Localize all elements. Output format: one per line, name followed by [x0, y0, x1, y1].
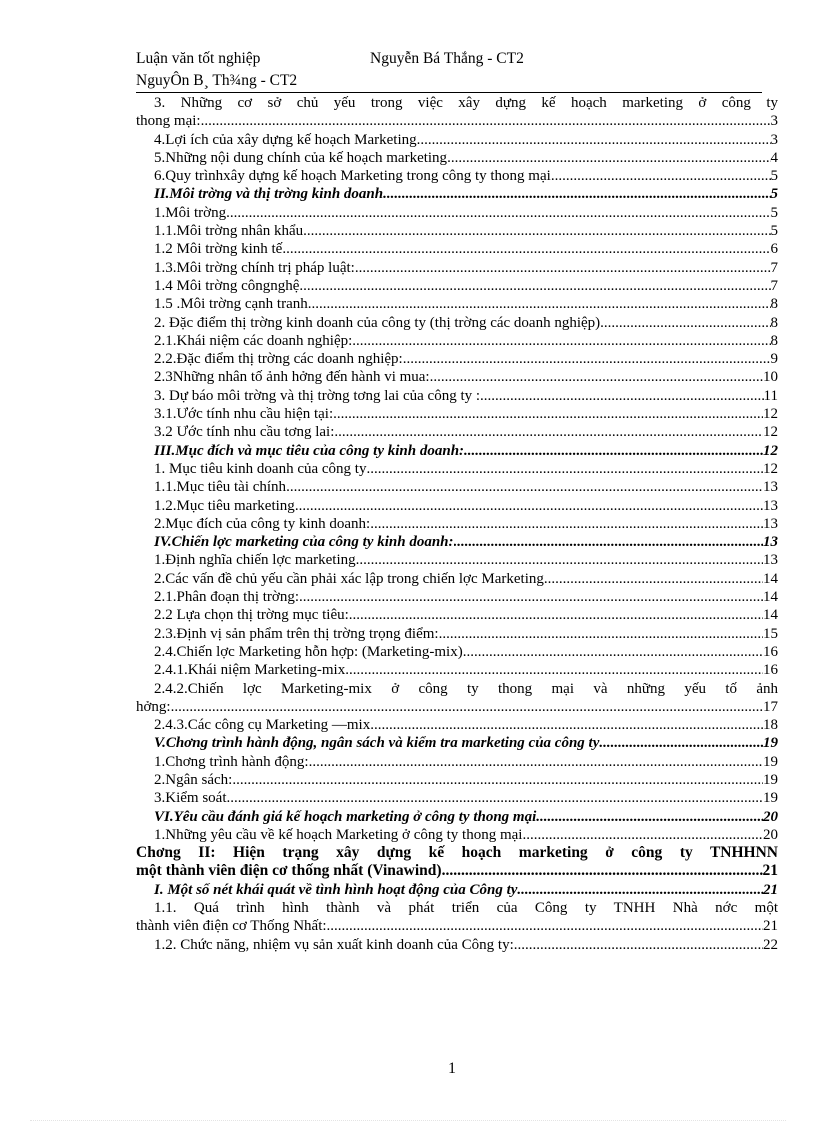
toc-page-number: 9 — [770, 351, 778, 368]
toc-leader-dots — [295, 497, 763, 515]
toc-entry-line[interactable]: 1.1. Quá trình hình thành và phát triển của Công ty TNHH Nhà nớc một — [154, 900, 778, 917]
toc-leader-dots — [370, 515, 763, 533]
toc-page-number: 14 — [763, 589, 778, 606]
toc-entry[interactable] — [136, 734, 778, 752]
toc-page-number: 4 — [770, 149, 778, 166]
toc-entry[interactable] — [136, 149, 778, 167]
toc-page-number: 7 — [770, 277, 778, 294]
toc-entry-title: 6.Quy trìnhxây dựng kế hoạch Marketing trong công ty thong mại — [154, 168, 551, 185]
toc-entry[interactable] — [136, 551, 778, 569]
toc-page-number: 16 — [763, 643, 778, 660]
toc-leader-dots — [286, 478, 763, 496]
toc-page-number: 13 — [763, 479, 778, 496]
toc-entry[interactable] — [136, 387, 778, 405]
toc-entry-title: 1.1.Môi trờng nhân khẩu — [154, 223, 304, 240]
toc-entry[interactable] — [136, 936, 778, 954]
toc-page-number: 14 — [763, 570, 778, 587]
toc-leader-dots — [403, 350, 771, 368]
toc-page-number: 21 — [762, 862, 778, 880]
page-number: 1 — [448, 1060, 456, 1077]
toc-entry-title: III.Mục đích và mục tiêu của công ty kinh doanh: — [154, 442, 465, 459]
toc-page-number: 3 — [770, 131, 778, 148]
toc-entry[interactable] — [136, 515, 778, 533]
toc-leader-dots — [356, 551, 763, 569]
toc-page-number: 3 — [770, 113, 778, 130]
toc-entry[interactable] — [136, 185, 778, 203]
toc-entry[interactable] — [136, 771, 778, 789]
header-rule — [136, 92, 762, 93]
toc-entry-title: 2.Mục đích của công ty kinh doanh: — [154, 515, 371, 532]
toc-page-number: 14 — [763, 607, 778, 624]
toc-page-number: 19 — [763, 753, 778, 770]
page-bottom-edge — [30, 1120, 786, 1121]
toc-entry-title: 1.1.Mục tiêu tài chính — [154, 479, 287, 496]
toc-entry[interactable] — [136, 478, 778, 496]
toc-entry-title: VI.Yêu cầu đánh giá kế hoạch marketing ở công ty thong mại. — [154, 808, 541, 825]
toc-entry[interactable] — [136, 222, 778, 240]
toc-entry[interactable] — [136, 423, 778, 441]
toc-page-number: 12 — [763, 406, 778, 423]
toc-entry-title: 2.2.Đặc điểm thị trờng các doanh nghiệp: — [154, 351, 403, 368]
toc-entry[interactable] — [136, 460, 778, 478]
toc-page-number: 12 — [763, 424, 778, 441]
toc-entry-line[interactable]: 3. Những cơ sở chủ yếu trong việc xây dựng kế hoạch marketing ở công ty — [154, 95, 778, 111]
toc-entry-title: 1.Định nghĩa chiến lợc marketing — [154, 552, 356, 569]
toc-leader-dots — [299, 588, 763, 606]
toc-page-number: 5 — [770, 186, 778, 203]
toc-leader-dots — [303, 222, 770, 240]
toc-leader-dots — [430, 368, 763, 386]
toc-leader-dots — [514, 936, 763, 954]
toc-page-number: 12 — [763, 460, 778, 477]
toc-entry-title: 1. Mục tiêu kinh doanh của công ty — [154, 460, 367, 477]
toc-entry[interactable] — [136, 350, 778, 368]
toc-page-number: 21 — [763, 918, 778, 935]
toc-entry[interactable] — [136, 167, 778, 185]
toc-page-number: 12 — [763, 442, 778, 459]
toc-entry-title: 3.Kiểm soát — [154, 790, 227, 807]
toc-entry[interactable] — [136, 442, 778, 460]
toc-leader-dots — [201, 112, 771, 130]
toc-leader-dots — [308, 295, 771, 313]
toc-page-number: 8 — [770, 296, 778, 313]
toc-entry-title: 3.2 Ước tính nhu cầu tơng lai: — [154, 424, 335, 441]
toc-entry[interactable] — [136, 661, 778, 679]
toc-leader-dots — [544, 570, 763, 588]
toc-entry[interactable] — [136, 753, 778, 771]
toc-page-number: 18 — [763, 717, 778, 734]
toc-page-number: 13 — [763, 515, 778, 532]
toc-entry-title: I. Một số nét khái quát về tình hình hoạt động của Công ty — [154, 881, 518, 898]
toc-entry-title: 2.3.Định vị sản phẩm trên thị trờng trọng điểm: — [154, 625, 439, 642]
toc-leader-dots — [366, 460, 763, 478]
toc-entry-title: 2.1.Phân đoạn thị trờng: — [154, 589, 300, 606]
toc-entry[interactable] — [136, 259, 778, 277]
toc-entry[interactable] — [136, 533, 778, 551]
header-thesis-label: Luận văn tốt nghiệp — [136, 50, 261, 67]
toc-entry-title: 2.2 Lựa chọn thị trờng mục tiêu: — [154, 607, 349, 624]
toc-leader-dots — [370, 716, 763, 734]
toc-leader-dots — [345, 661, 763, 679]
toc-entry-title: 1.2 Môi trờng kinh tế — [154, 241, 283, 258]
toc-entry-line[interactable]: 2.4.2.Chiến lợc Marketing-mix ở công ty thong mại và những yếu tố ảnh — [154, 680, 778, 697]
table-of-contents — [136, 94, 778, 954]
toc-entry-line[interactable]: Chơng II: Hiện trạng xây dựng kế hoạch marketing ở công ty TNHHNN — [136, 844, 778, 862]
toc-entry-title: 2.4.Chiến lợc Marketing hỗn hợp: (Marketing-mix) — [154, 643, 463, 660]
toc-leader-dots — [355, 259, 771, 277]
toc-entry[interactable] — [136, 826, 778, 844]
toc-entry-title: 1.4 Môi trờng côngnghệ — [154, 277, 300, 294]
toc-entry[interactable] — [136, 862, 778, 880]
toc-page-number: 22 — [763, 936, 778, 953]
toc-leader-dots — [439, 625, 763, 643]
toc-leader-dots — [309, 753, 763, 771]
toc-entry[interactable] — [136, 789, 778, 807]
toc-entry-title: thành viên điện cơ Thống Nhất: — [136, 918, 327, 935]
toc-entry-title: 2.3Những nhân tố ảnh hởng đến hành vi mua: — [154, 369, 430, 386]
toc-entry-title: 1.3.Môi trờng chính trị pháp luật: — [154, 259, 355, 276]
toc-entry[interactable] — [136, 295, 778, 313]
toc-leader-dots — [540, 808, 763, 826]
toc-entry-title: 5.Những nội dung chính của kế hoạch marketing — [154, 149, 448, 166]
toc-entry-title: 2.4.3.Các công cụ Marketing —mix — [154, 717, 371, 734]
toc-page-number: 8 — [770, 332, 778, 349]
toc-page-number: 5 — [770, 204, 778, 221]
toc-entry[interactable] — [136, 240, 778, 258]
toc-entry-title: IV.Chiến lợc marketing của công ty kinh doanh: — [154, 534, 454, 551]
toc-entry-title: hởng: — [136, 698, 171, 715]
toc-leader-dots — [517, 881, 763, 899]
toc-entry-title: 3.1.Ước tính nhu cầu hiện tại: — [154, 406, 334, 423]
toc-leader-dots — [299, 277, 770, 295]
toc-page-number: 16 — [763, 662, 778, 679]
toc-page-number: 15 — [763, 625, 778, 642]
toc-entry-title: 1.Những yêu cầu về kế hoạch Marketing ở công ty thong mại — [154, 826, 523, 843]
toc-page-number: 21 — [763, 881, 778, 898]
toc-entry-title: 1.Môi trờng — [154, 204, 227, 221]
toc-entry[interactable] — [136, 314, 778, 332]
toc-entry[interactable] — [136, 606, 778, 624]
toc-entry-title: 3. Dự báo môi trờng và thị trờng tơng lai của công ty : — [154, 387, 481, 404]
toc-entry-title: một thành viên điện cơ thống nhất (Vinawind) — [136, 862, 442, 880]
toc-entry[interactable] — [136, 332, 778, 350]
toc-page-number: 20 — [763, 808, 778, 825]
toc-leader-dots — [599, 734, 763, 752]
toc-leader-dots — [480, 387, 764, 405]
toc-entry[interactable] — [136, 497, 778, 515]
toc-entry[interactable] — [136, 808, 778, 826]
toc-page-number: 10 — [763, 369, 778, 386]
toc-page-number: 5 — [770, 223, 778, 240]
toc-page-number: 5 — [770, 168, 778, 185]
toc-leader-dots — [600, 314, 770, 332]
toc-entry[interactable] — [136, 881, 778, 899]
toc-page-number: 13 — [763, 534, 778, 551]
toc-page-number: 6 — [770, 241, 778, 258]
toc-entry-title: 2.Ngân sách: — [154, 771, 233, 788]
toc-entry[interactable] — [136, 277, 778, 295]
toc-entry-title: 2.1.Khái niệm các doanh nghiệp: — [154, 332, 353, 349]
toc-leader-dots — [454, 533, 764, 551]
toc-entry-title: thong mại: — [136, 113, 201, 130]
toc-page-number: 17 — [763, 698, 778, 715]
toc-entry[interactable] — [136, 570, 778, 588]
toc-entry-title: V.Chơng trình hành động, ngân sách và kiểm tra marketing của công ty — [154, 735, 600, 752]
toc-page-number: 7 — [770, 259, 778, 276]
toc-page-number: 19 — [763, 771, 778, 788]
toc-entry[interactable] — [136, 643, 778, 661]
toc-page-number: 13 — [763, 497, 778, 514]
header-author-garbled: NguyÔn B¸ Th¾ng - CT2 — [136, 72, 298, 89]
toc-entry-title: 1.2. Chức năng, nhiệm vụ sản xuất kinh doanh của Công ty: — [154, 936, 514, 953]
toc-entry-title: 2. Đặc điểm thị trờng kinh doanh của công ty (thị trờng các doanh nghiệp) — [154, 314, 601, 331]
header-author: Nguyễn Bá Thắng - CT2 — [370, 50, 524, 67]
toc-page-number: 19 — [763, 790, 778, 807]
toc-leader-dots — [171, 698, 763, 716]
toc-leader-dots — [226, 204, 770, 222]
toc-entry[interactable] — [136, 405, 778, 423]
toc-page-number: 20 — [763, 826, 778, 843]
toc-page-number: 19 — [763, 735, 778, 752]
toc-leader-dots — [349, 606, 763, 624]
toc-page-number: 11 — [763, 387, 778, 404]
toc-entry[interactable] — [136, 204, 778, 222]
toc-leader-dots — [522, 826, 763, 844]
toc-leader-dots — [333, 405, 763, 423]
toc-leader-dots — [442, 862, 763, 880]
toc-leader-dots — [334, 423, 763, 441]
toc-leader-dots — [417, 131, 771, 149]
toc-entry-title: 1.Chơng trình hành động: — [154, 753, 309, 770]
toc-entry[interactable] — [136, 588, 778, 606]
toc-page-number: 13 — [763, 552, 778, 569]
toc-entry-title: 4.Lợi ích của xây dựng kế hoạch Marketing — [154, 131, 417, 148]
toc-entry[interactable] — [136, 917, 778, 935]
toc-leader-dots — [383, 185, 770, 203]
toc-leader-dots — [551, 167, 771, 185]
toc-leader-dots — [447, 149, 770, 167]
toc-entry[interactable] — [136, 716, 778, 734]
toc-leader-dots — [464, 442, 763, 460]
toc-entry[interactable] — [136, 698, 778, 716]
toc-entry-title: 2.4.1.Khái niệm Marketing-mix — [154, 662, 346, 679]
toc-leader-dots — [352, 332, 770, 350]
toc-leader-dots — [463, 643, 763, 661]
toc-entry[interactable] — [136, 368, 778, 386]
toc-leader-dots — [227, 789, 764, 807]
toc-entry-title: 1.5 .Môi trờng cạnh tranh — [154, 296, 308, 313]
toc-page-number: 8 — [770, 314, 778, 331]
toc-entry-title: 2.Các vấn đề chủ yếu cần phải xác lập trong chiến lợc Marketing — [154, 570, 544, 587]
toc-leader-dots — [282, 240, 770, 258]
toc-entry[interactable] — [136, 112, 778, 130]
toc-entry-title: II.Môi trờng và thị trờng kinh doanh — [154, 186, 384, 203]
toc-entry[interactable] — [136, 131, 778, 149]
toc-entry-title: 1.2.Mục tiêu marketing — [154, 497, 295, 514]
toc-entry[interactable] — [136, 625, 778, 643]
toc-leader-dots — [232, 771, 763, 789]
toc-leader-dots — [327, 917, 763, 935]
